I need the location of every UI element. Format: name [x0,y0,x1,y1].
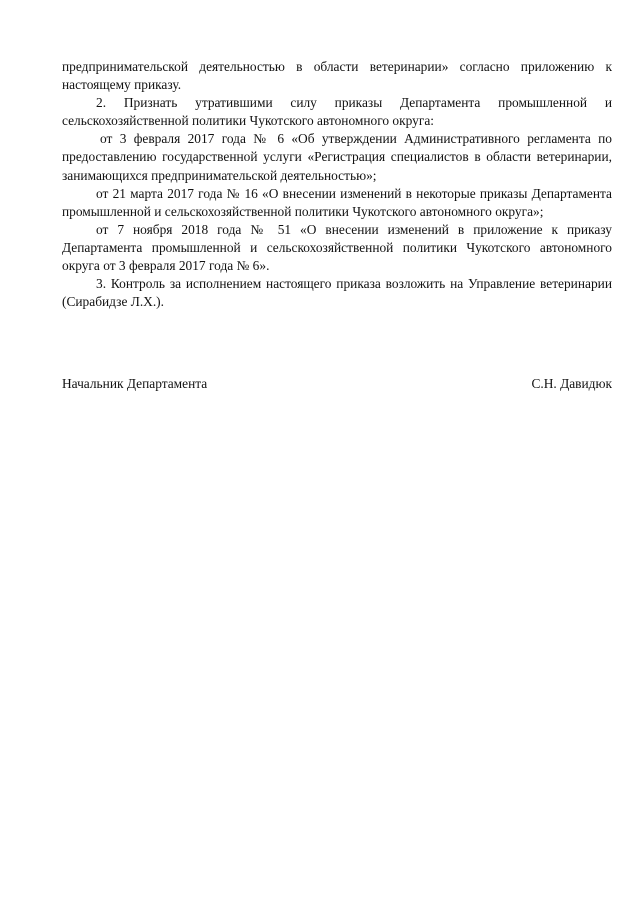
paragraph-order-51: от 7 ноября 2018 года № 51 «О внесении изменений в приложение к приказу Департамента промышленной и сельскохозяйственной политики Чукотского автономного округа от 3 февраля 2017 года № 6». [62,221,612,274]
signatory-name: С.Н. Давидюк [531,376,612,391]
signature-block [62,375,612,393]
signatory-position: Начальник Департамента [62,376,208,391]
paragraph-item-3: 3. Контроль за исполнением настоящего приказа возложить на Управление ветеринарии (Сирабидзе Л.Х.). [62,276,612,310]
document-body [62,58,612,311]
paragraph-continuation: предпринимательской деятельностью в области ветеринарии» согласно приложению к настоящему приказу. [62,59,612,93]
paragraph-order-16: от 21 марта 2017 года № 16 «О внесении изменений в некоторые приказы Департамента промышленной и сельскохозяйственной политики Чукотского автономного округа»; [62,185,612,219]
paragraph-order-6: от 3 февраля 2017 года № 6 «Об утверждении Административного регламента по предоставлению государственной услуги «Регистрация специалистов в области ветеринарии, занимающихся предпринимательской деятельностью»; [62,131,612,183]
paragraph-item-2: 2. Признать утратившими силу приказы Департамента промышленной и сельскохозяйственной политики Чукотского автономного округа: [62,95,612,129]
